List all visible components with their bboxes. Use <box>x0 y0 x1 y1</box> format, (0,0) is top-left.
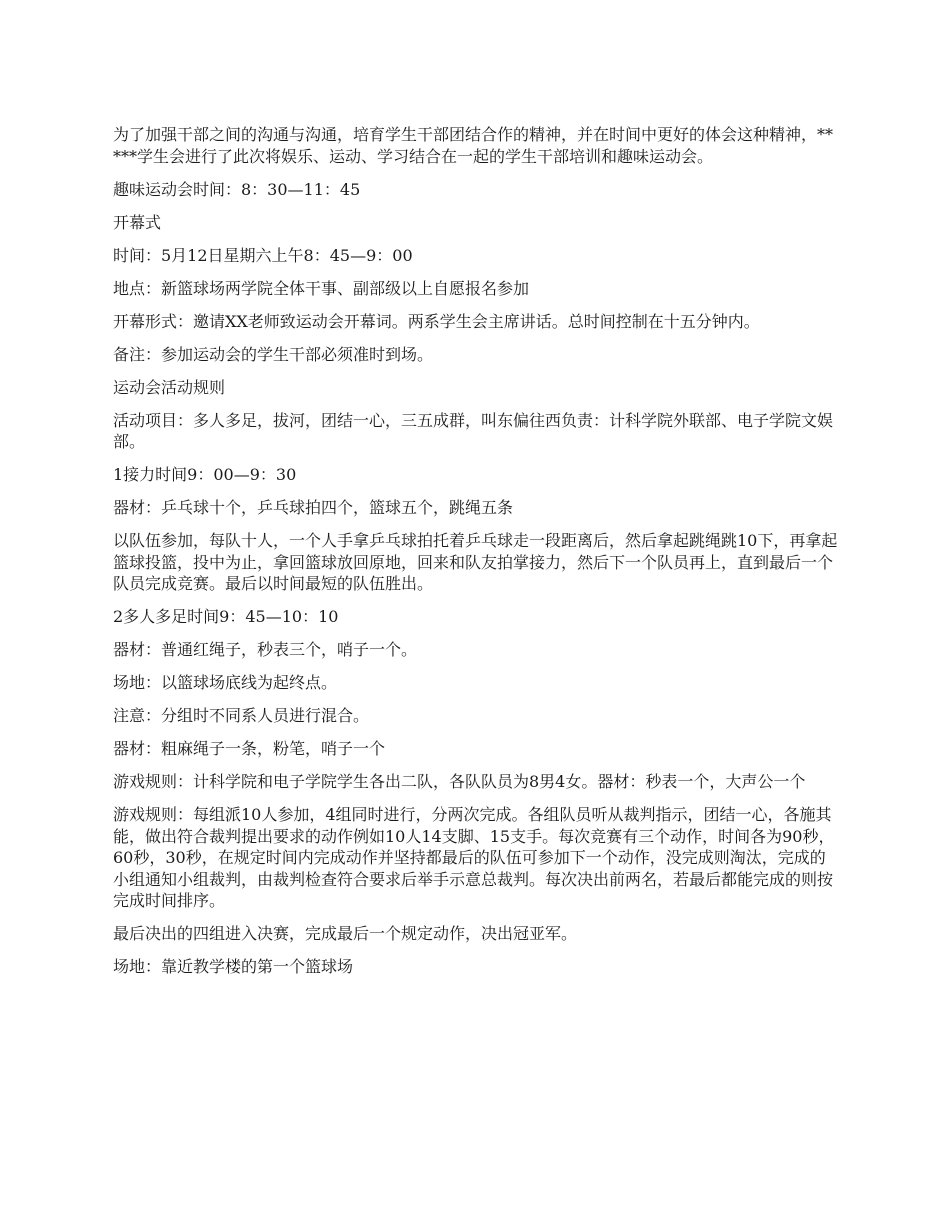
paragraph-final: 最后决出的四组进入决赛，完成最后一个规定动作，决出冠亚军。 <box>113 924 578 943</box>
paragraph-unity-rules: 游戏规则：每组派10人参加，4组同时进行，分两次完成。各组队员听从裁判指示，团结一心，各施其能，做出符合裁判提出要求的动作例如10人14支脚、15支手。每次竞赛有三个动作，时间各为90秒，60秒，30秒，在规定时间内完成动作并坚持都最后的队伍可参加下一个动作，没完成则淘汰，完成的小组通知小组裁判，由裁判检查符合要求后举手示意总裁判。每次决出前两名，若最后都能完成的则按完成时间排序。 <box>113 805 835 910</box>
paragraph-tug-rules: 游戏规则：计科学院和电子学院学生各出二队，各队队员为8男4女。器材：秒表一个，大声公一个 <box>113 772 806 791</box>
paragraph-intro: 为了加强干部之间的沟通与沟通，培育学生干部团结合作的精神，并在时间中更好的体会这种精神，*****学生会进行了此次将娱乐、运动、学习结合在一起的学生干部培训和趣味运动会。 <box>113 125 834 166</box>
paragraph-rules-heading: 运动会活动规则 <box>113 377 226 397</box>
paragraph-multi-feet-venue: 场地：以篮球场底线为起终点。 <box>113 673 338 692</box>
paragraph-opening-time: 时间：5月12日星期六上午8：45—9：00 <box>113 245 413 265</box>
paragraph-final-venue: 场地：靠近教学楼的第一个篮球场 <box>113 957 354 976</box>
paragraph-opening-location: 地点：新篮球场两学院全体干事、副部级以上自愿报名参加 <box>113 278 530 298</box>
paragraph-activity-items: 活动项目：多人多足，拔河，团结一心，三五成群，叫东偏往西负责：计科学院外联部、电子学院文娱部。 <box>113 410 834 451</box>
paragraph-opening-heading: 开幕式 <box>113 212 162 232</box>
paragraph-relay-time: 1接力时间9：00—9：30 <box>113 465 297 484</box>
paragraph-multi-feet-time: 2多人多足时间9：45—10：10 <box>113 607 339 626</box>
paragraph-tug-equipment: 器材：粗麻绳子一条，粉笔，哨子一个 <box>113 739 386 758</box>
paragraph-multi-feet-note: 注意：分组时不同系人员进行混合。 <box>113 706 370 725</box>
paragraph-opening-format: 开幕形式：邀请XX老师致运动会开幕词。两系学生会主席讲话。总时间控制在十五分钟内。 <box>113 311 760 331</box>
paragraph-relay-equipment: 器材：乒乓球十个，乒乓球拍四个，篮球五个，跳绳五条 <box>113 498 514 517</box>
paragraph-relay-rules: 以队伍参加，每队十人，一个人手拿乒乓球拍托着乒乓球走一段距离后，然后拿起跳绳跳10下，再拿起篮球投篮，投中为止，拿回篮球放回原地，回来和队友拍掌接力，然后下一个队员再上，直到最后一个队员完成竞赛。最后以时间最短的队伍胜出。 <box>113 531 838 593</box>
paragraph-opening-note: 备注：参加运动会的学生干部必须准时到场。 <box>113 344 434 364</box>
paragraph-multi-feet-equipment: 器材：普通红绳子，秒表三个，哨子一个。 <box>113 640 418 659</box>
paragraph-event-time: 趣味运动会时间：8：30—11：45 <box>113 179 361 199</box>
document-body <box>113 124 838 989</box>
